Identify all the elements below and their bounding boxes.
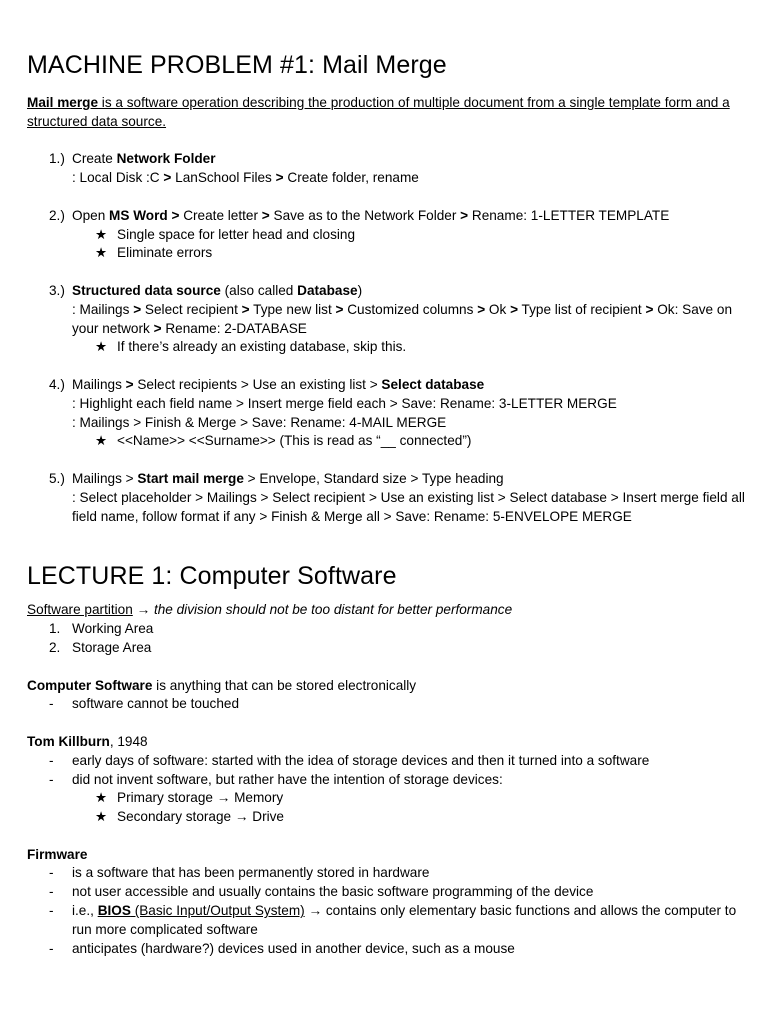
step-number: 1.) — [49, 151, 65, 167]
star-bullet-icon: ★ — [95, 226, 108, 242]
firmware-heading: Firmware — [27, 846, 88, 862]
list-item: - anticipates (hardware?) devices used in another device, such as a mouse — [49, 940, 515, 956]
step-number: 5.) — [49, 470, 65, 486]
step-number: 2.) — [49, 207, 65, 223]
mail-merge-definition: Mail merge is a software operation describing the production of multiple document from a single template form and a structured data source. — [27, 95, 730, 129]
software-partition-line: Software partition → the division should not be too distant for better performance — [27, 602, 513, 618]
document-page — [27, 50, 747, 958]
bullet-item: ★ Secondary storage → Drive — [27, 808, 747, 827]
lecture-title: LECTURE 1: Computer Software — [27, 562, 397, 591]
star-bullet-icon: ★ — [95, 790, 108, 806]
step-number: 3.) — [49, 282, 65, 298]
step-4: 4.) Mailings > Select recipients > Use an existing list > Select database : Highlight each field name > Insert merge field each > Save: Rename: 3-LETTER MERGE : Mailings > Finish & Merge > Save: Rename: 4-MAIL MERGE — [49, 376, 617, 430]
list-item: - is a software that has been permanently stored in hardware — [49, 865, 430, 881]
star-bullet-icon: ★ — [95, 433, 108, 449]
computer-software-definition: Computer Software is anything that can be stored electronically — [27, 677, 417, 693]
step-3: 3.) Structured data source (also called Database) : Mailings > Select recipient > Type new list > Customized columns > Ok > Type list of recipient > Ok: Save on your network > Rename: 2-DATABASE — [49, 282, 733, 336]
machine-problem-title: MACHINE PROBLEM #1: Mail Merge — [27, 51, 447, 79]
bullet-item: ★ Primary storage → Memory — [27, 789, 747, 808]
bullet-item: ★ Single space for letter head and closing — [27, 226, 747, 245]
list-item: - software cannot be touched — [49, 696, 240, 712]
bullet-item: ★ If there’s already an existing database, skip this. — [27, 338, 747, 357]
tom-killburn-heading: Tom Killburn, 1948 — [27, 733, 148, 749]
list-item: 1. Working Area — [49, 621, 154, 637]
star-bullet-icon: ★ — [95, 245, 108, 261]
star-bullet-icon: ★ — [95, 809, 108, 825]
bullet-item: ★ Eliminate errors — [27, 244, 747, 263]
step-1: 1.) Create Network Folder : Local Disk :C > LanSchool Files > Create folder, rename — [49, 151, 419, 186]
list-item: - did not invent software, but rather have the intention of storage devices: — [49, 771, 503, 787]
step-5: 5.) Mailings > Start mail merge > Envelope, Standard size > Type heading : Select placeholder > Mailings > Select recipient > Use an existing list > Select database > Insert merge field all field name, follow format if any > Finish & Merge all > Save: Rename: 5-ENVELOPE MERGE — [49, 470, 745, 524]
step-number: 4.) — [49, 376, 65, 392]
step-2: 2.) Open MS Word > Create letter > Save as to the Network Folder > Rename: 1-LETTER TEMPLATE — [27, 207, 747, 226]
list-item: - i.e., BIOS (Basic Input/Output System) → contains only elementary basic functions and allows the computer to run more complicated software — [49, 903, 737, 937]
list-item: - early days of software: started with the idea of storage devices and then it turned into a software — [49, 752, 650, 768]
star-bullet-icon: ★ — [95, 339, 108, 355]
list-item: - not user accessible and usually contains the basic software programming of the device — [49, 884, 594, 900]
bullet-item: ★ <<Name>> <<Surname>> (This is read as “__ connected”) — [27, 432, 747, 451]
list-item: 2. Storage Area — [49, 639, 152, 655]
